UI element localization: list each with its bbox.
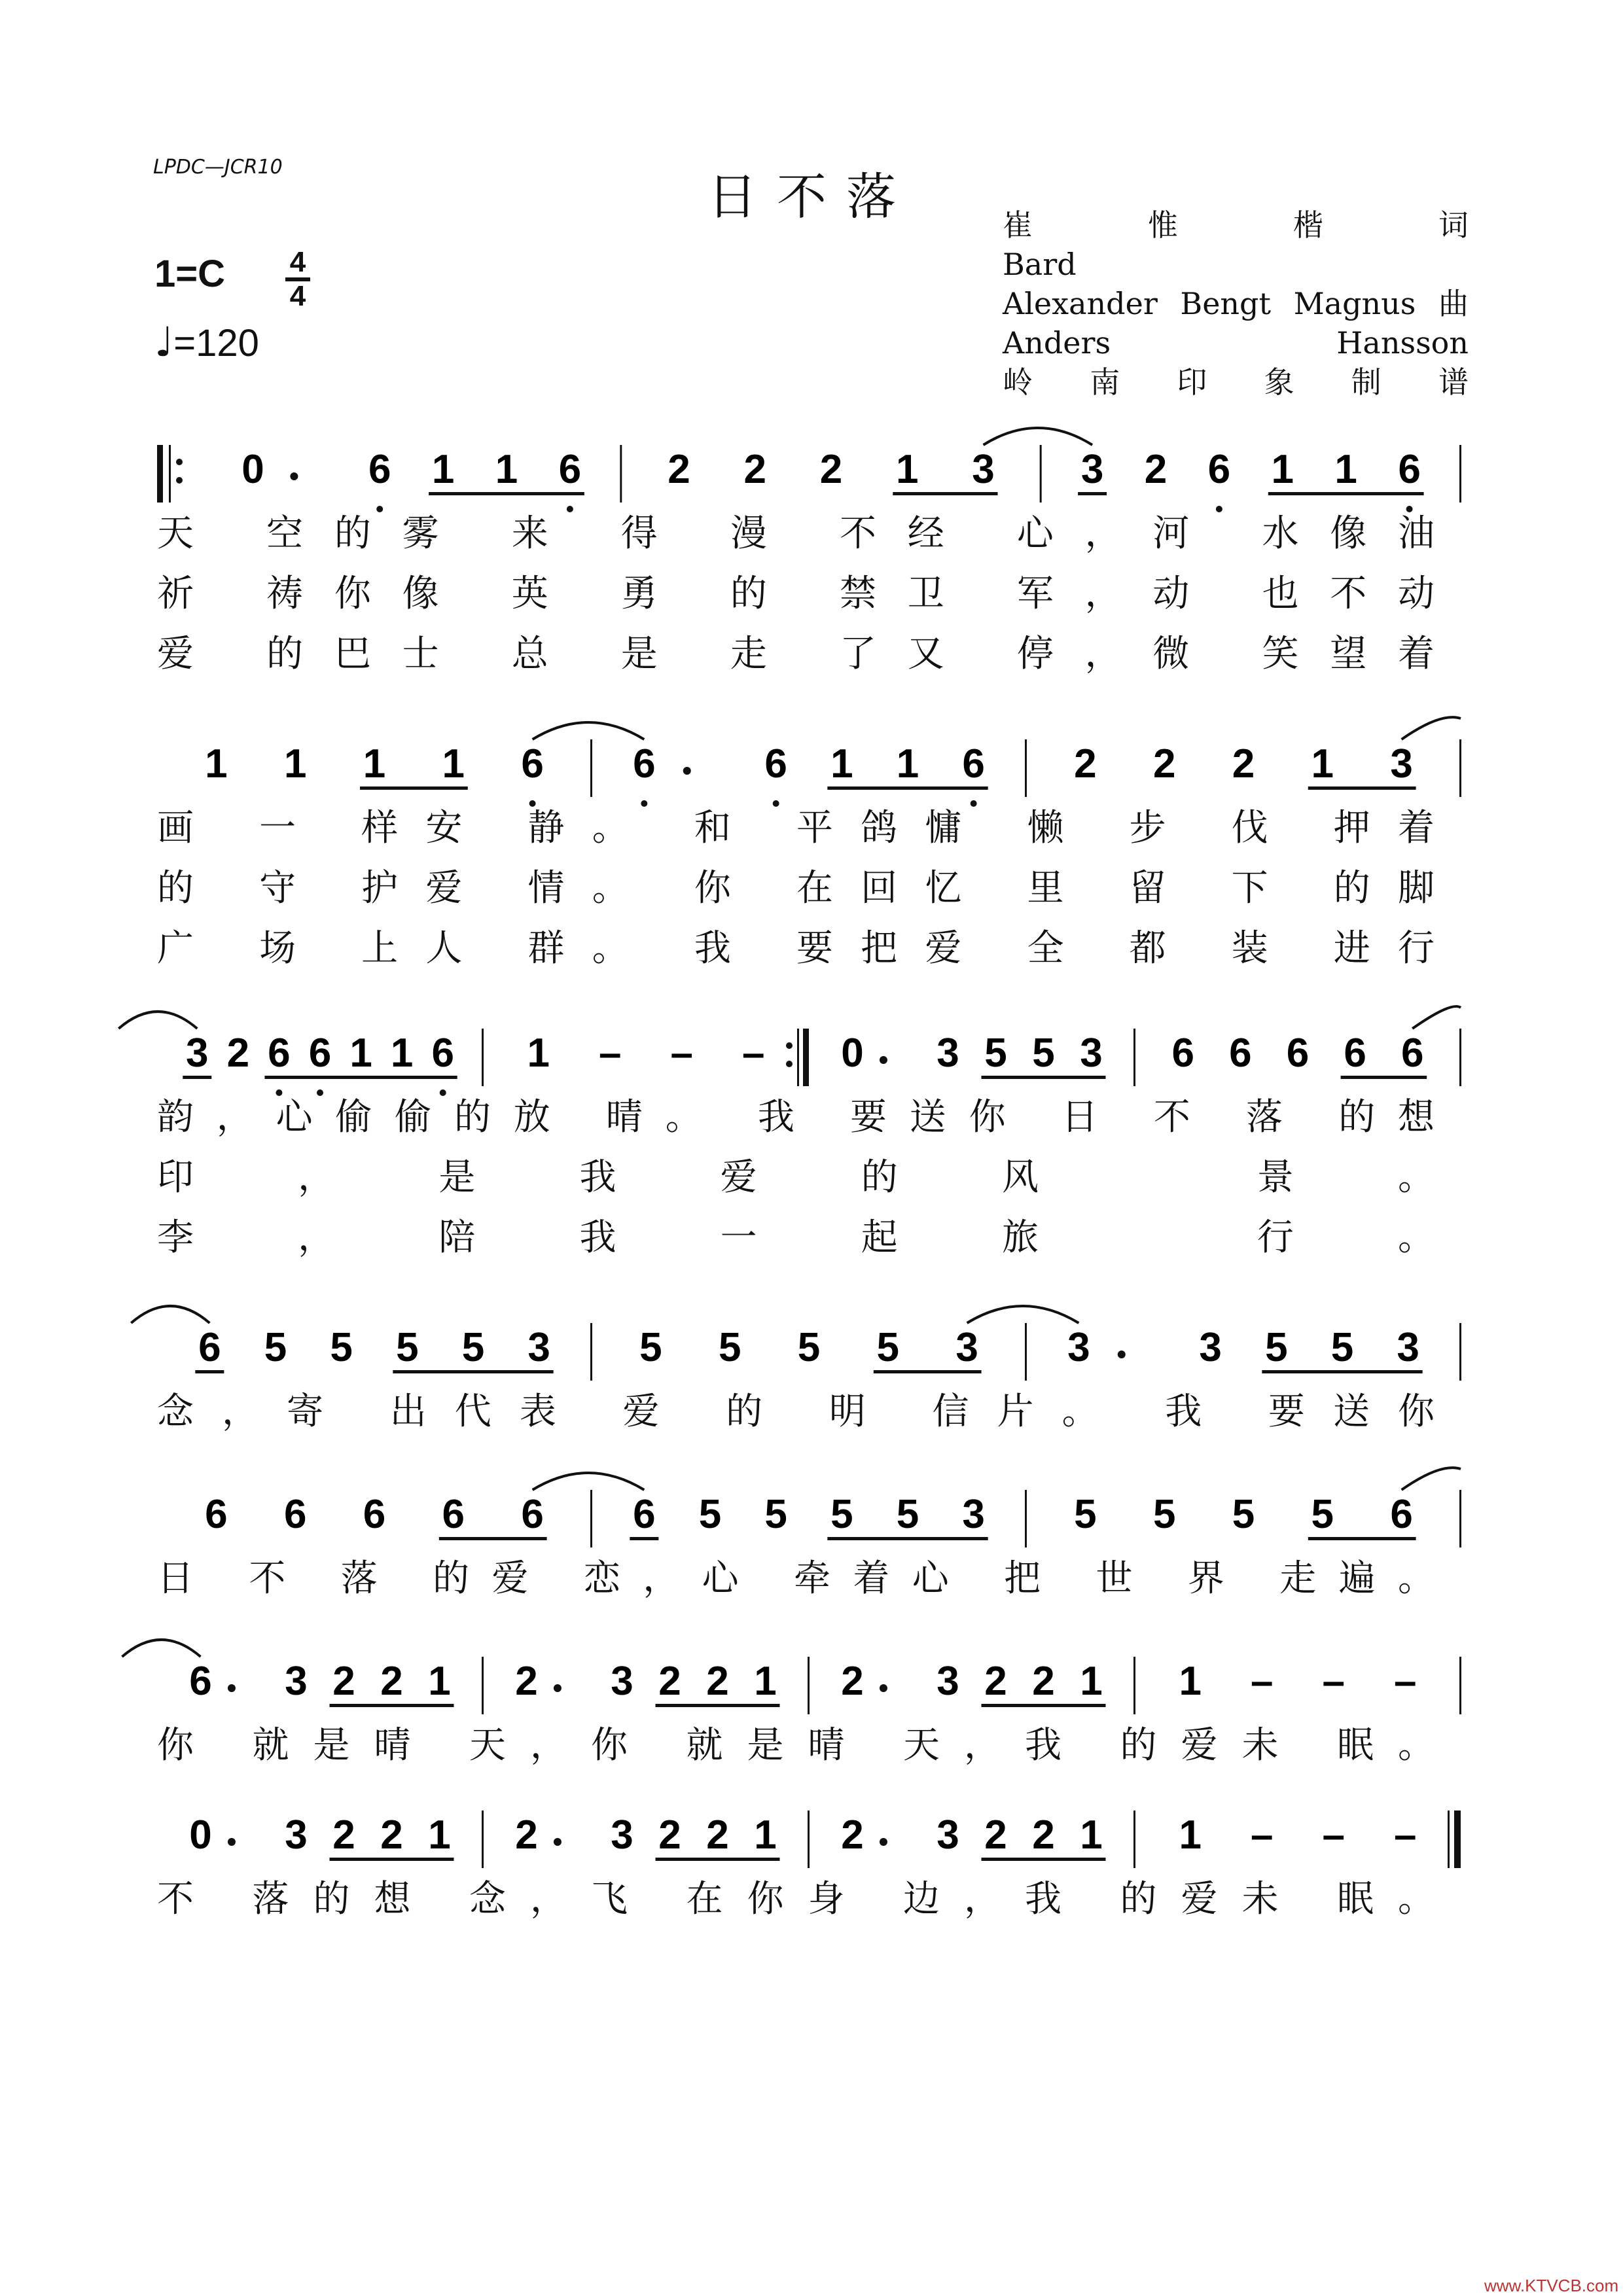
- note: 2: [819, 447, 843, 492]
- credit-composer: Alexander Bengt Magnus 曲: [1003, 286, 1469, 321]
- low-octave-dot: [1216, 506, 1222, 512]
- final-thick-bar: [1454, 1810, 1461, 1868]
- eighth-underline: [393, 1370, 553, 1373]
- note: 2: [984, 1812, 1007, 1858]
- sustain-dash: –: [1251, 1659, 1274, 1704]
- note: 5: [1074, 1492, 1097, 1537]
- tie-arc: [1402, 1468, 1461, 1490]
- augmentation-dot: [683, 767, 691, 775]
- tie-arc: [1412, 1006, 1461, 1029]
- bar-line: [482, 1029, 484, 1086]
- note: 1: [428, 1812, 451, 1858]
- eighth-underline: [1078, 492, 1107, 495]
- note: 6: [962, 741, 985, 786]
- note: 5: [1152, 1492, 1176, 1537]
- sustain-dash: –: [1322, 1812, 1345, 1858]
- bar-line: [1459, 739, 1461, 797]
- note: 5: [330, 1325, 353, 1370]
- note: 2: [743, 447, 766, 492]
- low-octave-dot: [276, 1089, 282, 1096]
- lyric-line: 韵，心偷偷的放 晴。 我 要送你 日 不 落 的想: [157, 1096, 1435, 1137]
- eighth-underline: [429, 492, 584, 495]
- bar-line: [1459, 1323, 1461, 1381]
- site-watermark: www.KTVCB.com: [1484, 2276, 1619, 2295]
- note: 2: [515, 1812, 538, 1858]
- bar-line: [482, 1810, 484, 1868]
- note: 5: [396, 1325, 419, 1370]
- eighth-underline: [264, 1076, 457, 1079]
- note: 1: [896, 447, 919, 492]
- note: 6: [268, 1031, 291, 1076]
- note: 3: [955, 1325, 978, 1370]
- eighth-underline: [183, 1076, 211, 1079]
- note: 6: [1400, 1031, 1424, 1076]
- sustain-dash: –: [1251, 1812, 1274, 1858]
- tempo-value: =120: [173, 322, 259, 364]
- note: 2: [841, 1659, 864, 1704]
- note: 2: [668, 447, 690, 492]
- note: 1: [428, 1659, 451, 1704]
- repeat-end-thick-bar: [803, 1029, 809, 1086]
- note: 5: [639, 1325, 662, 1370]
- sustain-dash: –: [1322, 1659, 1345, 1704]
- note: 6: [198, 1325, 221, 1370]
- credit-arranger: Bard: [1003, 247, 1077, 282]
- note: 0: [189, 1812, 212, 1858]
- note: 3: [936, 1812, 959, 1858]
- note: 1: [363, 741, 386, 786]
- key-signature: 1=C: [154, 253, 226, 295]
- augmentation-dot: [228, 1838, 236, 1846]
- note: 3: [1080, 1031, 1103, 1076]
- note: 1: [1179, 1812, 1202, 1858]
- note: 2: [380, 1659, 403, 1704]
- bar-line: [1133, 1810, 1135, 1868]
- tie-arc: [967, 1306, 1079, 1323]
- tie-arc: [533, 1473, 645, 1490]
- note: 5: [718, 1325, 741, 1370]
- tie-arc: [533, 722, 645, 739]
- repeat-end-thin-bar: [797, 1029, 799, 1086]
- low-octave-dot: [376, 506, 383, 512]
- note: 6: [1344, 1031, 1366, 1076]
- note: 0: [241, 447, 264, 492]
- note: 5: [1032, 1031, 1055, 1076]
- note: 3: [972, 447, 995, 492]
- eighth-underline: [1308, 786, 1416, 790]
- eighth-underline: [630, 1537, 658, 1540]
- note: 6: [1171, 1031, 1195, 1076]
- score-code: LPDC—JCR10: [153, 156, 283, 179]
- note: 5: [461, 1325, 485, 1370]
- note: 1: [754, 1812, 777, 1858]
- low-octave-dot: [440, 1089, 446, 1096]
- eighth-underline: [1268, 492, 1424, 495]
- note: 2: [226, 1031, 250, 1076]
- lyric-line: 念，寄 出代表 爱 的 明 信片。 我 要送你: [157, 1390, 1435, 1432]
- note: 6: [1398, 447, 1421, 492]
- note: 3: [1199, 1325, 1222, 1370]
- repeat-start-thin-bar: [169, 445, 171, 503]
- note: 1: [283, 741, 307, 786]
- note: 2: [841, 1812, 864, 1858]
- tie-arc: [984, 428, 1093, 445]
- note: 2: [1144, 447, 1168, 492]
- tie-arc: [1402, 717, 1461, 739]
- note: 2: [380, 1812, 403, 1858]
- augmentation-dot: [290, 472, 298, 480]
- note: 1: [754, 1659, 777, 1704]
- note: 2: [706, 1812, 729, 1858]
- note: 2: [1032, 1812, 1055, 1858]
- note: 2: [1032, 1659, 1055, 1704]
- note: 1: [349, 1031, 372, 1076]
- note: 5: [1265, 1325, 1288, 1370]
- note: 3: [186, 1031, 209, 1076]
- repeat-dot: [786, 1042, 793, 1049]
- augmentation-dot: [1118, 1351, 1126, 1358]
- note: 5: [1330, 1325, 1354, 1370]
- tie-arc: [118, 1012, 197, 1029]
- note: 3: [527, 1325, 550, 1370]
- note: 3: [611, 1812, 633, 1858]
- lyric-line: 李，陪我一起旅 行。: [157, 1216, 1435, 1258]
- note: 5: [876, 1325, 900, 1370]
- eighth-underline: [1341, 1076, 1427, 1079]
- note: 5: [698, 1492, 722, 1537]
- tie-arc: [122, 1640, 201, 1657]
- bar-line: [590, 1323, 592, 1381]
- note: 3: [1397, 1325, 1419, 1370]
- note: 6: [521, 1492, 544, 1537]
- eighth-underline: [360, 786, 468, 790]
- bar-line: [1459, 1029, 1461, 1086]
- note: 6: [1286, 1031, 1310, 1076]
- augmentation-dot: [880, 1684, 887, 1692]
- eighth-underline: [195, 1370, 224, 1373]
- bar-line: [1025, 1323, 1027, 1381]
- note: 5: [1311, 1492, 1334, 1537]
- repeat-dot: [176, 477, 183, 484]
- sustain-dash: –: [742, 1031, 765, 1076]
- bar-line: [1459, 445, 1461, 503]
- note: 6: [368, 447, 391, 492]
- note: 3: [285, 1659, 308, 1704]
- note: 3: [1067, 1325, 1090, 1370]
- bar-line: [1040, 445, 1042, 503]
- note: 3: [936, 1659, 959, 1704]
- note: 2: [332, 1812, 355, 1858]
- eighth-underline: [656, 1858, 780, 1861]
- bar-line: [482, 1657, 484, 1714]
- note: 6: [1229, 1031, 1252, 1076]
- note: 3: [962, 1492, 985, 1537]
- credit-composer-2: Anders Hansson: [1003, 325, 1469, 361]
- note: 2: [1074, 741, 1097, 786]
- credit-lyricist: 崔惟楷词: [1003, 207, 1469, 243]
- lyric-line: 画 一 样安 静。 和 平鸽慵 懒 步 伐 押着: [157, 807, 1435, 848]
- note: 2: [1152, 741, 1176, 786]
- eighth-underline: [982, 1704, 1106, 1707]
- low-octave-dot: [317, 1089, 323, 1096]
- bar-line: [1133, 1029, 1135, 1086]
- note: 5: [797, 1325, 821, 1370]
- note: 1: [1179, 1659, 1202, 1704]
- note: 3: [1390, 741, 1413, 786]
- augmentation-dot: [228, 1684, 236, 1692]
- note: 2: [332, 1659, 355, 1704]
- bar-line: [808, 1810, 810, 1868]
- lyric-line: 广 场 上人 群。 我 要把爱 全 都 装 进行: [157, 927, 1435, 968]
- bar-line: [1459, 1490, 1461, 1547]
- repeat-dot: [176, 459, 183, 465]
- note: 5: [830, 1492, 853, 1537]
- low-octave-dot: [1406, 506, 1413, 512]
- low-octave-dot: [529, 800, 536, 807]
- note: 6: [442, 1492, 465, 1537]
- note: 1: [1334, 447, 1357, 492]
- note: 1: [442, 741, 465, 786]
- low-octave-dot: [971, 800, 977, 807]
- note: 0: [841, 1031, 864, 1076]
- note: 3: [936, 1031, 959, 1076]
- eighth-underline: [330, 1858, 454, 1861]
- note: 2: [984, 1659, 1007, 1704]
- note: 6: [308, 1031, 332, 1076]
- tie-arc: [131, 1306, 209, 1323]
- lyric-line: 的 守 护爱 情。 你 在回忆 里 留 下 的脚: [157, 867, 1435, 908]
- eighth-underline: [982, 1076, 1106, 1079]
- bar-line: [620, 445, 622, 503]
- note: 1: [1080, 1659, 1103, 1704]
- note: 5: [984, 1031, 1007, 1076]
- eighth-underline: [874, 1370, 982, 1373]
- note: 3: [285, 1812, 308, 1858]
- lyric-line: 你 就是晴 天，你 就是晴 天，我 的爱未 眠。: [157, 1724, 1435, 1765]
- note: 2: [1232, 741, 1255, 786]
- bar-line: [1025, 1490, 1027, 1547]
- note: 6: [764, 741, 787, 786]
- augmentation-dot: [554, 1838, 562, 1846]
- note: 1: [830, 741, 853, 786]
- quarter-note-icon: ♩: [154, 318, 174, 366]
- low-octave-dot: [641, 800, 647, 807]
- note: 1: [527, 1031, 550, 1076]
- repeat-start-thick-bar: [157, 445, 163, 503]
- augmentation-dot: [554, 1684, 562, 1692]
- sustain-dash: –: [599, 1031, 622, 1076]
- bar-line: [1133, 1657, 1135, 1714]
- note: 2: [706, 1659, 729, 1704]
- note: 2: [515, 1659, 538, 1704]
- note: 2: [658, 1659, 681, 1704]
- eighth-underline: [439, 1537, 547, 1540]
- eighth-underline: [982, 1858, 1106, 1861]
- eighth-underline: [827, 786, 988, 790]
- augmentation-dot: [880, 1838, 887, 1846]
- note: 6: [431, 1031, 454, 1076]
- lyric-line: 爱 的巴士 总 是 走 了又 停，微 笑望着: [157, 633, 1435, 674]
- note: 1: [1271, 447, 1294, 492]
- lyric-line: 印，是我爱的风 景。: [157, 1156, 1435, 1197]
- eighth-underline: [827, 1537, 988, 1540]
- low-octave-dot: [773, 800, 779, 807]
- sustain-dash: –: [1394, 1659, 1417, 1704]
- bar-line: [808, 1657, 810, 1714]
- note: 6: [633, 1492, 656, 1537]
- lyric-line: 祈 祷你像 英 勇 的 禁卫 军，动 也不动: [157, 573, 1435, 614]
- note: 2: [658, 1812, 681, 1858]
- note: 5: [896, 1492, 919, 1537]
- bar-line: [1459, 1657, 1461, 1714]
- note: 5: [264, 1325, 287, 1370]
- note: 6: [363, 1492, 386, 1537]
- note: 6: [1207, 447, 1231, 492]
- note: 6: [633, 741, 656, 786]
- note: 1: [896, 741, 919, 786]
- final-thin-bar: [1448, 1810, 1450, 1868]
- bar-line: [1025, 739, 1027, 797]
- low-octave-dot: [567, 506, 573, 512]
- time-signature-bottom: 4: [289, 280, 306, 312]
- augmentation-dot: [880, 1056, 887, 1064]
- note: 3: [611, 1659, 633, 1704]
- eighth-underline: [1308, 1537, 1416, 1540]
- eighth-underline: [330, 1704, 454, 1707]
- note: 1: [205, 741, 228, 786]
- note: 6: [521, 741, 544, 786]
- eighth-underline: [656, 1704, 780, 1707]
- lyric-line: 日 不 落 的爱 恋，心 牵着心 把 世 界 走遍。: [157, 1557, 1435, 1598]
- note: 6: [1390, 1492, 1413, 1537]
- note: 6: [558, 447, 582, 492]
- eighth-underline: [1262, 1370, 1422, 1373]
- note: 1: [431, 447, 455, 492]
- bar-line: [590, 1490, 592, 1547]
- sustain-dash: –: [670, 1031, 693, 1076]
- credit-transcriber: 岭南印象制谱: [1003, 364, 1469, 400]
- lyric-line: 不 落的想 念，飞 在你身 边，我 的爱未 眠。: [157, 1878, 1435, 1919]
- lyric-line: 天 空的雾 来 得 漫 不经 心，河 水像油: [157, 512, 1435, 554]
- eighth-underline: [893, 492, 997, 495]
- note: 5: [764, 1492, 787, 1537]
- note: 1: [1080, 1812, 1103, 1858]
- note: 1: [495, 447, 518, 492]
- song-title: 日不落: [707, 168, 916, 226]
- note: 3: [1080, 447, 1104, 492]
- note: 1: [1311, 741, 1334, 786]
- repeat-dot: [786, 1061, 793, 1067]
- note: 1: [390, 1031, 414, 1076]
- note: 6: [283, 1492, 307, 1537]
- note: 6: [189, 1659, 212, 1704]
- bar-line: [590, 739, 592, 797]
- sustain-dash: –: [1394, 1812, 1417, 1858]
- note: 5: [1232, 1492, 1255, 1537]
- note: 6: [205, 1492, 228, 1537]
- time-signature-top: 4: [289, 246, 306, 278]
